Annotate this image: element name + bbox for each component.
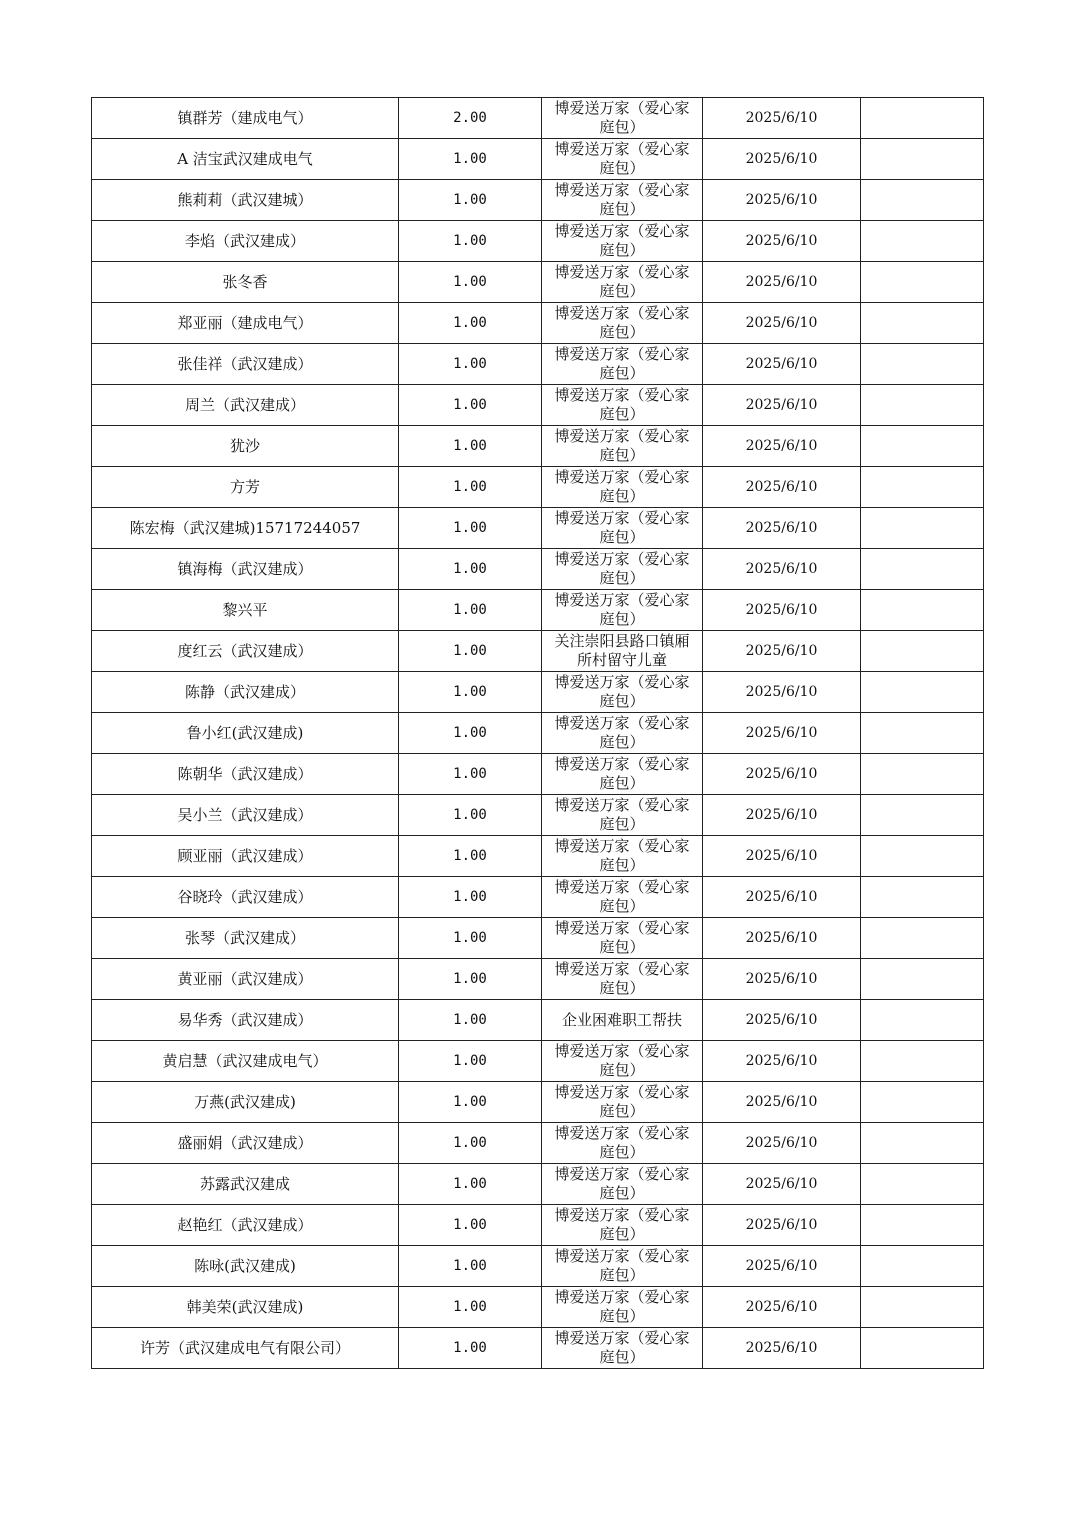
table-row (92, 1082, 984, 1123)
date-cell: 2025/6/10 (703, 1041, 861, 1082)
donor-name-cell: 陈朝华（武汉建成） (92, 754, 399, 795)
table-row (92, 1041, 984, 1082)
donor-name-cell: 吴小兰（武汉建成） (92, 795, 399, 836)
donor-name-cell: 周兰（武汉建成） (92, 385, 399, 426)
donor-name-cell: 张佳祥（武汉建成） (92, 344, 399, 385)
project-cell: 博爱送万家（爱心家庭包） (542, 795, 703, 836)
note-cell (861, 918, 984, 959)
project-cell: 博爱送万家（爱心家庭包） (542, 1164, 703, 1205)
amount-cell: 1.00 (399, 221, 542, 262)
table-row (92, 1328, 984, 1369)
note-cell (861, 590, 984, 631)
project-cell: 博爱送万家（爱心家庭包） (542, 1287, 703, 1328)
amount-cell: 1.00 (399, 508, 542, 549)
project-cell: 博爱送万家（爱心家庭包） (542, 1205, 703, 1246)
date-cell: 2025/6/10 (703, 385, 861, 426)
note-cell (861, 713, 984, 754)
table-row (92, 385, 984, 426)
note-cell (861, 508, 984, 549)
table-body (92, 98, 984, 1369)
donor-name-cell: 盛丽娟（武汉建成） (92, 1123, 399, 1164)
amount-cell: 1.00 (399, 1000, 542, 1041)
note-cell (861, 959, 984, 1000)
amount-cell: 1.00 (399, 1041, 542, 1082)
table-row (92, 221, 984, 262)
note-cell (861, 1123, 984, 1164)
project-cell: 博爱送万家（爱心家庭包） (542, 508, 703, 549)
amount-cell: 1.00 (399, 1287, 542, 1328)
date-cell: 2025/6/10 (703, 180, 861, 221)
date-cell: 2025/6/10 (703, 918, 861, 959)
note-cell (861, 549, 984, 590)
table-row (92, 1287, 984, 1328)
table-row (92, 98, 984, 139)
table-row (92, 754, 984, 795)
project-cell: 博爱送万家（爱心家庭包） (542, 549, 703, 590)
project-cell: 博爱送万家（爱心家庭包） (542, 98, 703, 139)
date-cell: 2025/6/10 (703, 549, 861, 590)
date-cell: 2025/6/10 (703, 1246, 861, 1287)
table-row (92, 631, 984, 672)
donor-name-cell: 郑亚丽（建成电气） (92, 303, 399, 344)
project-cell: 博爱送万家（爱心家庭包） (542, 836, 703, 877)
date-cell: 2025/6/10 (703, 221, 861, 262)
project-cell: 博爱送万家（爱心家庭包） (542, 713, 703, 754)
table-row (92, 262, 984, 303)
table-row (92, 467, 984, 508)
date-cell: 2025/6/10 (703, 344, 861, 385)
table-row (92, 426, 984, 467)
donor-name-cell: 谷晓玲（武汉建成） (92, 877, 399, 918)
project-cell: 博爱送万家（爱心家庭包） (542, 344, 703, 385)
note-cell (861, 1082, 984, 1123)
note-cell (861, 303, 984, 344)
amount-cell: 1.00 (399, 467, 542, 508)
note-cell (861, 795, 984, 836)
date-cell: 2025/6/10 (703, 754, 861, 795)
donor-name-cell: A 洁宝武汉建成电气 (92, 139, 399, 180)
amount-cell: 1.00 (399, 590, 542, 631)
donor-name-cell: 熊莉莉（武汉建城） (92, 180, 399, 221)
amount-cell: 1.00 (399, 877, 542, 918)
project-cell: 博爱送万家（爱心家庭包） (542, 1082, 703, 1123)
date-cell: 2025/6/10 (703, 836, 861, 877)
project-cell: 博爱送万家（爱心家庭包） (542, 1123, 703, 1164)
amount-cell: 1.00 (399, 959, 542, 1000)
donation-table (91, 97, 984, 1369)
donor-name-cell: 陈宏梅（武汉建城)15717244057 (92, 508, 399, 549)
date-cell: 2025/6/10 (703, 262, 861, 303)
project-cell: 博爱送万家（爱心家庭包） (542, 262, 703, 303)
donor-name-cell: 赵艳红（武汉建成） (92, 1205, 399, 1246)
date-cell: 2025/6/10 (703, 426, 861, 467)
project-cell: 企业困难职工帮扶 (542, 1000, 703, 1041)
date-cell: 2025/6/10 (703, 877, 861, 918)
table-row (92, 877, 984, 918)
amount-cell: 1.00 (399, 1205, 542, 1246)
project-cell: 博爱送万家（爱心家庭包） (542, 672, 703, 713)
date-cell: 2025/6/10 (703, 672, 861, 713)
date-cell: 2025/6/10 (703, 508, 861, 549)
project-cell: 博爱送万家（爱心家庭包） (542, 180, 703, 221)
project-cell: 博爱送万家（爱心家庭包） (542, 754, 703, 795)
note-cell (861, 98, 984, 139)
note-cell (861, 180, 984, 221)
amount-cell: 1.00 (399, 139, 542, 180)
note-cell (861, 139, 984, 180)
project-cell: 博爱送万家（爱心家庭包） (542, 426, 703, 467)
note-cell (861, 262, 984, 303)
donor-name-cell: 苏露武汉建成 (92, 1164, 399, 1205)
note-cell (861, 1041, 984, 1082)
donor-name-cell: 鲁小红(武汉建成) (92, 713, 399, 754)
donor-name-cell: 顾亚丽（武汉建成） (92, 836, 399, 877)
amount-cell: 1.00 (399, 385, 542, 426)
donor-name-cell: 许芳（武汉建成电气有限公司） (92, 1328, 399, 1369)
table-row (92, 549, 984, 590)
donor-name-cell: 镇群芳（建成电气） (92, 98, 399, 139)
date-cell: 2025/6/10 (703, 590, 861, 631)
table-row (92, 139, 984, 180)
project-cell: 博爱送万家（爱心家庭包） (542, 467, 703, 508)
donor-name-cell: 万燕(武汉建成) (92, 1082, 399, 1123)
donor-name-cell: 黄启慧（武汉建成电气） (92, 1041, 399, 1082)
project-cell: 博爱送万家（爱心家庭包） (542, 918, 703, 959)
project-cell: 博爱送万家（爱心家庭包） (542, 303, 703, 344)
amount-cell: 1.00 (399, 836, 542, 877)
date-cell: 2025/6/10 (703, 795, 861, 836)
note-cell (861, 836, 984, 877)
note-cell (861, 631, 984, 672)
table-row (92, 795, 984, 836)
amount-cell: 1.00 (399, 344, 542, 385)
amount-cell: 2.00 (399, 98, 542, 139)
amount-cell: 1.00 (399, 713, 542, 754)
table-row (92, 1000, 984, 1041)
date-cell: 2025/6/10 (703, 303, 861, 344)
amount-cell: 1.00 (399, 426, 542, 467)
table-row (92, 1123, 984, 1164)
project-cell: 博爱送万家（爱心家庭包） (542, 590, 703, 631)
project-cell: 博爱送万家（爱心家庭包） (542, 139, 703, 180)
note-cell (861, 1287, 984, 1328)
note-cell (861, 1246, 984, 1287)
donor-name-cell: 陈咏(武汉建成) (92, 1246, 399, 1287)
table-row (92, 344, 984, 385)
project-cell: 博爱送万家（爱心家庭包） (542, 959, 703, 1000)
table-row (92, 508, 984, 549)
amount-cell: 1.00 (399, 1328, 542, 1369)
table-row (92, 836, 984, 877)
date-cell: 2025/6/10 (703, 1205, 861, 1246)
amount-cell: 1.00 (399, 1164, 542, 1205)
amount-cell: 1.00 (399, 180, 542, 221)
note-cell (861, 221, 984, 262)
project-cell: 博爱送万家（爱心家庭包） (542, 385, 703, 426)
donor-name-cell: 犹沙 (92, 426, 399, 467)
note-cell (861, 877, 984, 918)
date-cell: 2025/6/10 (703, 1000, 861, 1041)
note-cell (861, 385, 984, 426)
amount-cell: 1.00 (399, 918, 542, 959)
date-cell: 2025/6/10 (703, 713, 861, 754)
table-row (92, 1246, 984, 1287)
project-cell: 博爱送万家（爱心家庭包） (542, 1041, 703, 1082)
table-row (92, 959, 984, 1000)
donor-name-cell: 陈静（武汉建成） (92, 672, 399, 713)
donor-name-cell: 韩美荣(武汉建成) (92, 1287, 399, 1328)
table-row (92, 180, 984, 221)
donor-name-cell: 黎兴平 (92, 590, 399, 631)
note-cell (861, 672, 984, 713)
donor-name-cell: 黄亚丽（武汉建成） (92, 959, 399, 1000)
table-row (92, 713, 984, 754)
table-row (92, 918, 984, 959)
note-cell (861, 1205, 984, 1246)
table-row (92, 672, 984, 713)
donor-name-cell: 张琴（武汉建成） (92, 918, 399, 959)
amount-cell: 1.00 (399, 1082, 542, 1123)
donor-name-cell: 李焰（武汉建成） (92, 221, 399, 262)
date-cell: 2025/6/10 (703, 631, 861, 672)
note-cell (861, 426, 984, 467)
date-cell: 2025/6/10 (703, 959, 861, 1000)
project-cell: 博爱送万家（爱心家庭包） (542, 877, 703, 918)
amount-cell: 1.00 (399, 631, 542, 672)
amount-cell: 1.00 (399, 1246, 542, 1287)
date-cell: 2025/6/10 (703, 1287, 861, 1328)
project-cell: 博爱送万家（爱心家庭包） (542, 1246, 703, 1287)
amount-cell: 1.00 (399, 754, 542, 795)
donor-name-cell: 镇海梅（武汉建成） (92, 549, 399, 590)
note-cell (861, 754, 984, 795)
amount-cell: 1.00 (399, 262, 542, 303)
amount-cell: 1.00 (399, 672, 542, 713)
table-row (92, 1164, 984, 1205)
date-cell: 2025/6/10 (703, 1123, 861, 1164)
donor-name-cell: 方芳 (92, 467, 399, 508)
date-cell: 2025/6/10 (703, 1328, 861, 1369)
table-row (92, 590, 984, 631)
amount-cell: 1.00 (399, 549, 542, 590)
project-cell: 博爱送万家（爱心家庭包） (542, 221, 703, 262)
note-cell (861, 1000, 984, 1041)
date-cell: 2025/6/10 (703, 1082, 861, 1123)
date-cell: 2025/6/10 (703, 1164, 861, 1205)
donor-name-cell: 度红云（武汉建成） (92, 631, 399, 672)
note-cell (861, 1328, 984, 1369)
amount-cell: 1.00 (399, 303, 542, 344)
donor-name-cell: 易华秀（武汉建成） (92, 1000, 399, 1041)
amount-cell: 1.00 (399, 1123, 542, 1164)
date-cell: 2025/6/10 (703, 98, 861, 139)
note-cell (861, 344, 984, 385)
table-row (92, 303, 984, 344)
project-cell: 博爱送万家（爱心家庭包） (542, 1328, 703, 1369)
date-cell: 2025/6/10 (703, 139, 861, 180)
note-cell (861, 467, 984, 508)
project-cell: 关注崇阳县路口镇厢所村留守儿童 (542, 631, 703, 672)
amount-cell: 1.00 (399, 795, 542, 836)
donor-name-cell: 张冬香 (92, 262, 399, 303)
table-row (92, 1205, 984, 1246)
date-cell: 2025/6/10 (703, 467, 861, 508)
note-cell (861, 1164, 984, 1205)
